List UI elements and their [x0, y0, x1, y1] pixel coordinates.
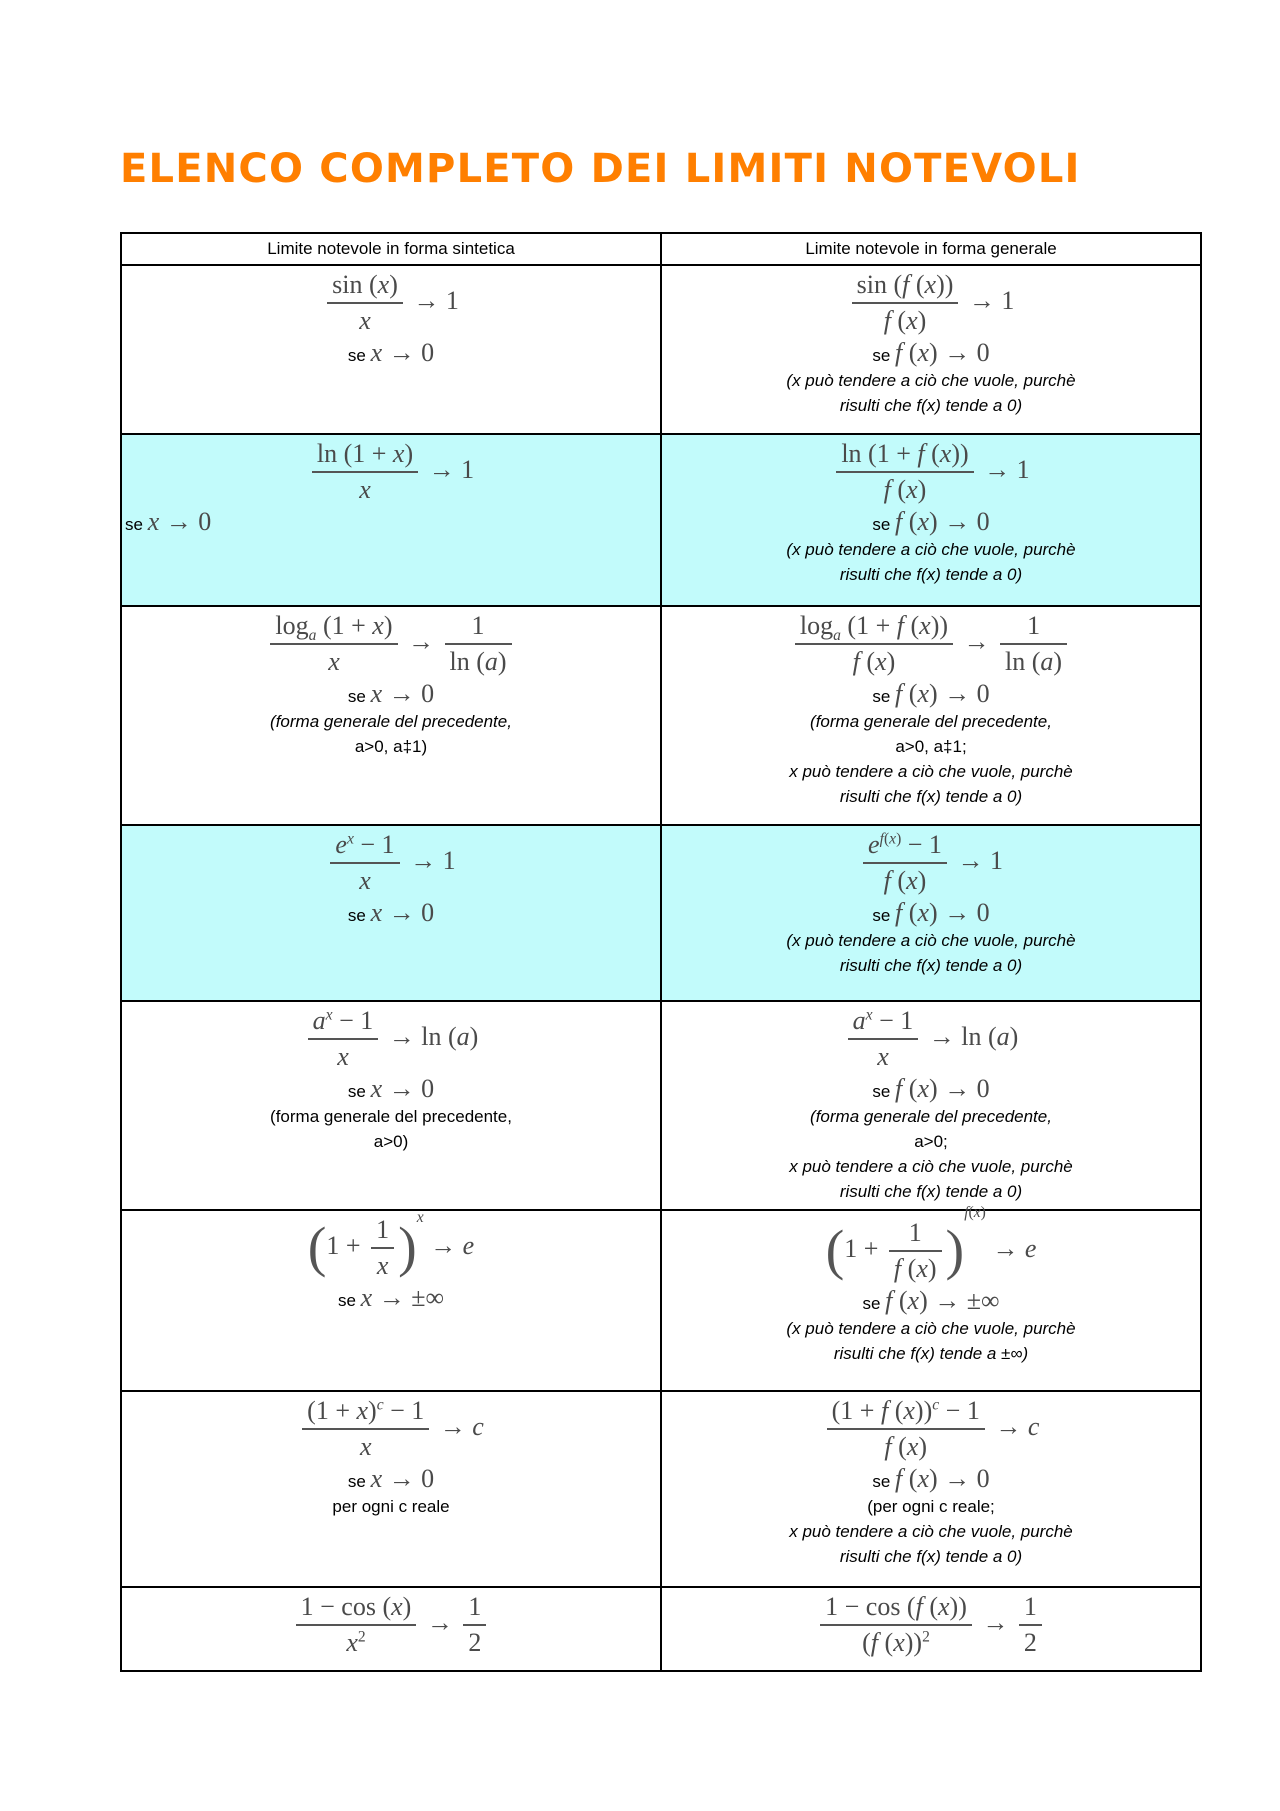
- formula: $\frac{\log_a (1 + x)}{x}$ → $\frac{1}{\ln (a)}$: [122, 609, 660, 679]
- condition: f (x) → ±∞: [885, 1286, 1000, 1316]
- synthetic-cell: [121, 434, 661, 606]
- condition: f (x) → 0: [895, 338, 990, 367]
- se-label: se: [347, 687, 366, 706]
- note-line: x può tendere a ciò che vuole, purchè: [789, 762, 1073, 781]
- table-row: [121, 1391, 1201, 1587]
- se-label: se: [347, 906, 366, 925]
- note-line: (x può tendere a ciò che vuole, purchè: [786, 1319, 1076, 1339]
- condition: x → ±∞: [360, 1283, 445, 1312]
- note-line: risulti che f(x) tende a 0): [839, 787, 1023, 806]
- formula: $\frac{\sin (f (x))}{f (x)}$ → 1: [662, 268, 1200, 338]
- table-row: [121, 1587, 1201, 1671]
- condition: x → 0: [147, 507, 212, 536]
- general-cell: [661, 1587, 1201, 1671]
- formula: (1 + $\frac{1}{f (x)}$ )$^{f(x)}$ → e: [662, 1213, 1200, 1286]
- table-row: [121, 1001, 1201, 1210]
- condition: f (x) → 0: [895, 898, 990, 927]
- formula: $\frac{e^{f(x)} - 1}{f (x)}$ → 1: [662, 828, 1200, 898]
- note-line: (forma generale del precedente,: [270, 1107, 512, 1126]
- se-label: se: [872, 346, 891, 365]
- limits-table: [120, 232, 1202, 1672]
- general-cell: [661, 434, 1201, 606]
- note-line: (forma generale del precedente,: [810, 712, 1052, 731]
- se-label: se: [347, 346, 366, 365]
- note-line: (forma generale del precedente,: [270, 712, 512, 731]
- condition: x → 0: [370, 1464, 435, 1493]
- note-line: (x può tendere a ciò che vuole, purchè: [786, 540, 1076, 559]
- se-label: se: [125, 515, 143, 534]
- condition: x → 0: [370, 338, 435, 367]
- table-row: [121, 265, 1201, 434]
- note-line: per ogni c reale: [332, 1497, 450, 1516]
- condition: f (x) → 0: [895, 679, 990, 708]
- note-line: risulti che f(x) tende a 0): [839, 956, 1023, 975]
- se-label: se: [347, 1472, 366, 1491]
- condition: x → 0: [370, 898, 435, 927]
- formula: $\frac{a^x - 1}{x}$ → ln (a): [122, 1004, 660, 1074]
- formula: $\frac{\log_a (1 + f (x))}{f (x)}$ → $\frac{1}{\ln (a)}$: [662, 609, 1200, 679]
- header-synthetic-form: Limite notevole in forma sintetica: [121, 233, 661, 265]
- formula: $\frac{\ln (1 + x)}{x}$ → 1: [122, 437, 660, 507]
- formula: $\frac{\ln (1 + f (x))}{f (x)}$ → 1: [662, 437, 1200, 507]
- general-cell: [661, 265, 1201, 434]
- condition: f (x) → 0: [895, 1464, 990, 1493]
- synthetic-cell: [121, 1210, 661, 1391]
- note-line: a>0, a‡1): [354, 737, 428, 756]
- formula: $\frac{1 - \cos (f (x))}{(f (x))^2}$ → $\frac{1}{2}$: [662, 1590, 1200, 1660]
- formula: $\frac{1 - \cos (x)}{x^2}$ → $\frac{1}{2}$: [122, 1590, 660, 1660]
- formula: $\frac{a^x - 1}{x}$ → ln (a): [662, 1004, 1200, 1074]
- note-line: (x può tendere a ciò che vuole, purchè: [786, 371, 1076, 390]
- note-line: (per ogni c reale;: [867, 1497, 995, 1516]
- note-line: (forma generale del precedente,: [810, 1107, 1052, 1126]
- note-line: a>0;: [914, 1132, 948, 1151]
- formula: $\frac{(1 + x)^c - 1}{x}$ → c: [122, 1394, 660, 1464]
- table-header-row: [121, 233, 1201, 265]
- general-cell: [661, 1391, 1201, 1587]
- se-label: se: [337, 1291, 356, 1310]
- synthetic-cell: [121, 1391, 661, 1587]
- se-label: se: [872, 687, 891, 706]
- note-line: risulti che f(x) tende a 0): [839, 1547, 1023, 1566]
- note-line: (x può tendere a ciò che vuole, purchè: [786, 931, 1076, 950]
- synthetic-cell: [121, 606, 661, 825]
- synthetic-cell: [121, 265, 661, 434]
- note-line: risulti che f(x) tende a 0): [839, 396, 1023, 415]
- se-label: se: [347, 1082, 366, 1101]
- synthetic-cell: [121, 825, 661, 1001]
- se-label: se: [862, 1294, 881, 1314]
- formula: $\frac{e^x - 1}{x}$ → 1: [122, 828, 660, 898]
- header-general-form: Limite notevole in forma generale: [661, 233, 1201, 265]
- note-line: risulti che f(x) tende a 0): [839, 565, 1023, 584]
- se-label: se: [872, 1082, 891, 1101]
- condition: x → 0: [370, 1074, 435, 1103]
- synthetic-cell: [121, 1001, 661, 1210]
- table-row: [121, 825, 1201, 1001]
- table-row: [121, 1210, 1201, 1391]
- condition: x → 0: [370, 679, 435, 708]
- general-cell: [661, 1001, 1201, 1210]
- general-cell: [661, 606, 1201, 825]
- note-line: a>0, a‡1;: [895, 737, 967, 756]
- se-label: se: [872, 906, 891, 925]
- table-row: [121, 434, 1201, 606]
- note-line: risulti che f(x) tende a 0): [839, 1182, 1023, 1201]
- condition: f (x) → 0: [895, 1074, 990, 1103]
- formula: (1 + $\frac{1}{x}$ )$^x$ → e: [122, 1213, 660, 1283]
- note-line: a>0): [373, 1132, 409, 1151]
- note-line: risulti che f(x) tende a ±∞): [833, 1344, 1029, 1364]
- table-row: [121, 606, 1201, 825]
- se-label: se: [872, 515, 891, 534]
- synthetic-cell: [121, 1587, 661, 1671]
- page-title: ELENCO COMPLETO DEI LIMITI NOTEVOLI: [120, 146, 1081, 192]
- se-label: se: [872, 1472, 891, 1491]
- formula: $\frac{\sin (x)}{x}$ → 1: [122, 268, 660, 338]
- note-line: x può tendere a ciò che vuole, purchè: [789, 1522, 1073, 1541]
- general-cell: [661, 1204, 1201, 1391]
- formula: $\frac{(1 + f (x))^c - 1}{f (x)}$ → c: [662, 1394, 1200, 1464]
- general-cell: [661, 825, 1201, 1001]
- note-line: x può tendere a ciò che vuole, purchè: [789, 1157, 1073, 1176]
- condition: f (x) → 0: [895, 507, 990, 536]
